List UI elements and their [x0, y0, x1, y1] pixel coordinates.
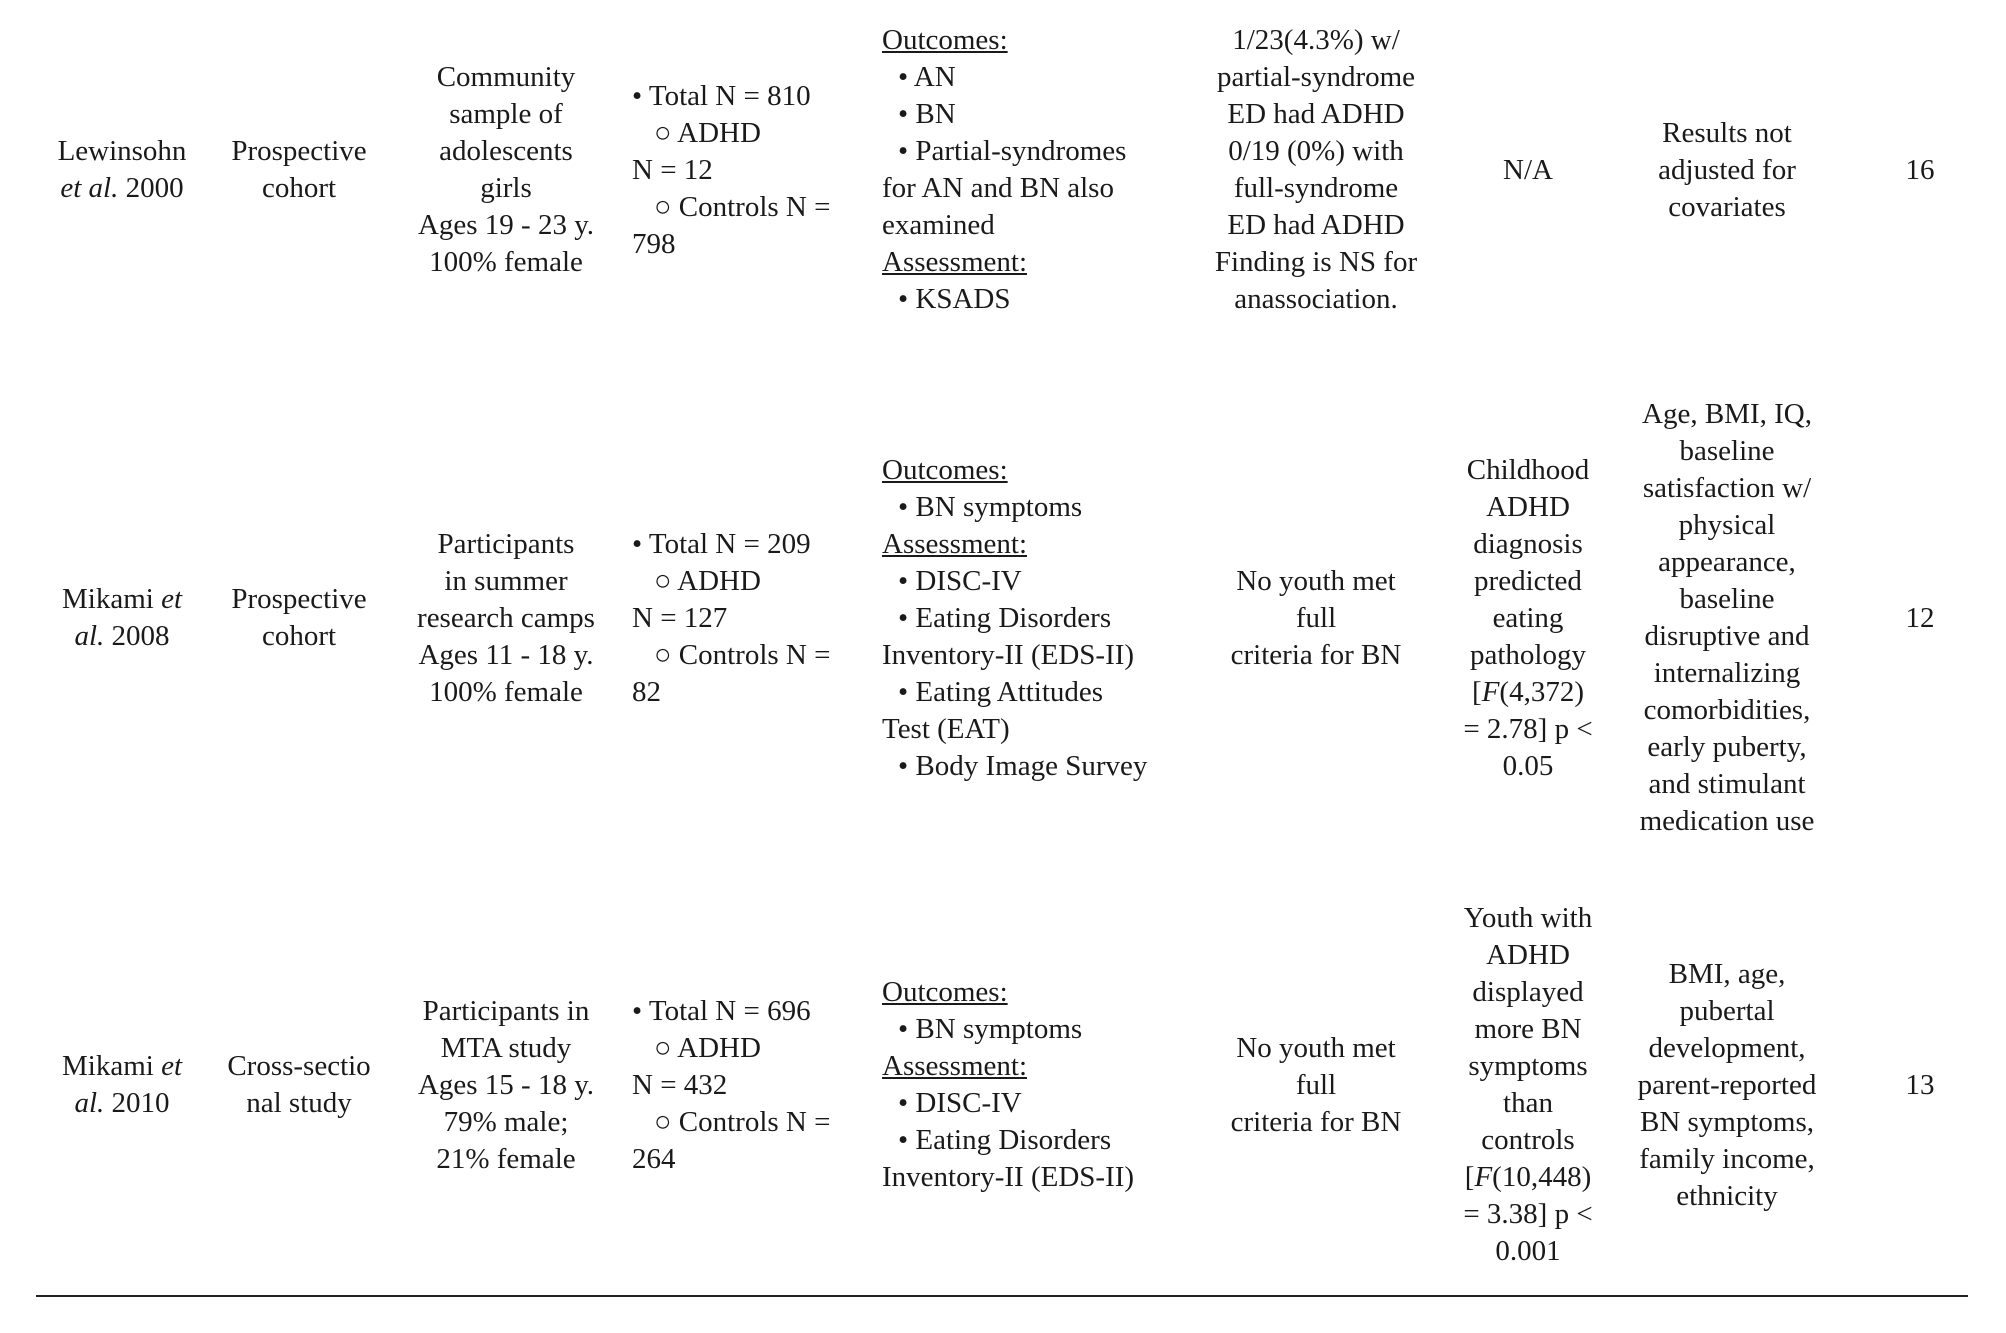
covariates-line: family income,	[1639, 1142, 1815, 1175]
estimate-line: ADHD	[1486, 939, 1570, 971]
n-cell	[632, 20, 872, 320]
quality-score: 12	[1905, 601, 1935, 634]
study-year: 2008	[111, 620, 170, 652]
table-row	[0, 20, 2006, 320]
outcome-item: • AN	[898, 61, 956, 93]
sample-line: 100% female	[429, 246, 583, 278]
study-cell	[36, 20, 208, 320]
covariates-line: pubertal	[1679, 994, 1775, 1027]
outcome-item-cont: examined	[882, 209, 995, 241]
findings-cell	[1188, 20, 1444, 320]
sample-line: Ages 11 - 18 y.	[418, 638, 594, 671]
findings-line: ED had ADHD	[1227, 98, 1405, 130]
estimate-line: Childhood	[1466, 453, 1590, 486]
covariates-line: comorbidities,	[1643, 694, 1811, 726]
study-cell	[36, 895, 208, 1275]
sample-line: Participants	[437, 527, 575, 560]
estimate-line: predicted	[1474, 564, 1582, 597]
assessment-item: • Body Image Survey	[898, 749, 1148, 782]
covariates-cell	[1612, 895, 1842, 1275]
table-row	[0, 895, 2006, 1275]
table-bottom-rule	[36, 1295, 1968, 1297]
assessment-item: • Eating Disorders	[898, 601, 1112, 634]
quality-score-cell	[1860, 895, 1980, 1275]
outcome-item-cont: for AN and BN also	[882, 172, 1114, 204]
sample-line: Ages 19 - 23 y.	[417, 209, 595, 241]
findings-line: No youth met	[1236, 1031, 1396, 1064]
findings-line: full-syndrome	[1233, 172, 1399, 204]
covariates-line: satisfaction w/	[1642, 472, 1812, 504]
n-total: • Total N = 209	[632, 527, 811, 560]
findings-line: 0/19 (0%) with	[1228, 135, 1404, 167]
stat-bracket: [	[1472, 675, 1482, 708]
assessment-item: • DISC-IV	[898, 1087, 1022, 1119]
covariates-line: baseline	[1679, 583, 1775, 615]
study-author: Lewinsohn	[57, 135, 187, 167]
n-controls: 264	[632, 1142, 676, 1175]
findings-line: full	[1295, 601, 1337, 634]
n-adhd: N = 127	[632, 601, 728, 634]
estimate-line: displayed	[1472, 976, 1584, 1008]
findings-line: full	[1295, 1068, 1337, 1101]
sample-line: in summer	[444, 564, 568, 597]
n-cell	[632, 895, 872, 1275]
covariates-line: appearance,	[1658, 546, 1796, 578]
design-line: cohort	[261, 620, 337, 652]
estimate-cell	[1438, 895, 1618, 1275]
covariates-line: Results not	[1662, 116, 1792, 149]
covariates-line: medication use	[1639, 805, 1815, 837]
assessment-item-cont: Inventory-II (EDS-II)	[882, 1161, 1135, 1193]
stat-f: F	[1481, 675, 1500, 708]
outcomes-label: Outcomes:	[882, 453, 1008, 486]
n-controls-label: ○ Controls N =	[654, 638, 831, 671]
estimate-line: than	[1503, 1087, 1553, 1119]
outcomes-label: Outcomes:	[882, 976, 1008, 1008]
estimate-line: controls	[1481, 1124, 1575, 1156]
covariates-line: BN symptoms,	[1639, 1105, 1815, 1138]
covariates-line: adjusted for	[1658, 153, 1796, 186]
outcome-item: • BN	[898, 98, 956, 130]
study-etal: al.	[74, 1087, 105, 1119]
estimate-line: more BN	[1474, 1013, 1582, 1045]
n-controls: 798	[632, 227, 676, 260]
sample-cell	[392, 393, 620, 843]
design-line: Prospective	[231, 583, 367, 615]
findings-line: criteria for BN	[1230, 638, 1402, 671]
covariates-line: and stimulant	[1648, 768, 1806, 800]
outcomes-cell	[882, 393, 1202, 843]
study-etal: et	[161, 1050, 183, 1082]
design-cell	[214, 393, 384, 843]
n-adhd-label: ○ ADHD	[654, 1031, 761, 1064]
design-line: cohort	[261, 172, 337, 204]
assessment-label: Assessment:	[882, 527, 1027, 560]
outcomes-label: Outcomes:	[882, 24, 1008, 56]
assessment-label: Assessment:	[882, 1050, 1027, 1082]
estimate-stat	[1472, 674, 1584, 711]
n-adhd-label: ○ ADHD	[654, 564, 761, 597]
estimate-line: 0.05	[1502, 749, 1554, 782]
assessment-item: • DISC-IV	[898, 564, 1022, 597]
estimate-stat	[1465, 1159, 1591, 1196]
stat-df: (4,372)	[1499, 675, 1584, 708]
stat-df: (10,448)	[1492, 1161, 1592, 1193]
n-adhd-label: ○ ADHD	[654, 116, 761, 149]
findings-line: anassociation.	[1234, 283, 1398, 315]
quality-score: 13	[1905, 1068, 1935, 1101]
estimate-line: 0.001	[1495, 1235, 1561, 1267]
estimate-line: = 2.78] p <	[1463, 712, 1593, 745]
covariates-cell	[1612, 393, 1842, 843]
findings-line: Finding is NS for	[1214, 246, 1418, 278]
covariates-line: physical	[1678, 509, 1776, 541]
n-total: • Total N = 696	[632, 994, 811, 1027]
study-year: 2000	[125, 172, 184, 204]
estimate-cell	[1438, 20, 1618, 320]
sample-line: research camps	[417, 601, 595, 634]
covariates-line: baseline	[1679, 435, 1775, 467]
study-author: Mikami	[61, 1050, 154, 1082]
covariates-line: internalizing	[1653, 657, 1801, 689]
n-adhd: N = 12	[632, 153, 713, 186]
findings-line: 1/23(4.3%) w/	[1232, 24, 1400, 56]
findings-line: ED had ADHD	[1227, 209, 1405, 241]
sample-line: 100% female	[429, 675, 583, 708]
study-etal: et	[161, 583, 183, 615]
assessment-item: • Eating Disorders	[898, 1124, 1112, 1156]
assessment-item: • KSADS	[898, 283, 1011, 315]
covariates-line: covariates	[1668, 190, 1786, 223]
covariates-line: development,	[1648, 1031, 1806, 1064]
findings-line: partial-syndrome	[1216, 61, 1416, 93]
sample-line: 21% female	[436, 1142, 576, 1175]
quality-score-cell	[1860, 393, 1980, 843]
estimate-line: pathology	[1470, 638, 1586, 671]
n-controls: 82	[632, 675, 661, 708]
sample-line: girls	[480, 172, 532, 204]
study-etal: al.	[74, 620, 105, 652]
estimate-line: Youth with	[1463, 902, 1593, 934]
n-controls-label: ○ Controls N =	[654, 1105, 831, 1138]
covariates-line: ethnicity	[1676, 1179, 1778, 1212]
outcome-item: • Partial-syndromes	[898, 135, 1127, 167]
sample-line: 79% male;	[443, 1105, 569, 1138]
outcome-item: • BN symptoms	[898, 1013, 1083, 1045]
estimate-line: eating	[1492, 601, 1564, 634]
sample-line: Ages 15 - 18 y.	[417, 1068, 595, 1101]
study-cell	[36, 393, 208, 843]
stat-bracket: [	[1464, 1161, 1475, 1193]
covariates-line: BMI, age,	[1668, 957, 1786, 990]
sample-line: adolescents	[439, 135, 573, 167]
estimate-line: diagnosis	[1473, 527, 1583, 560]
stat-f: F	[1474, 1161, 1493, 1193]
assessment-item-cont: Inventory-II (EDS-II)	[882, 638, 1135, 671]
covariates-line: parent-reported	[1637, 1068, 1817, 1101]
estimate-cell	[1438, 393, 1618, 843]
covariates-line: disruptive and	[1644, 620, 1810, 652]
estimate-line: = 3.38] p <	[1463, 1198, 1593, 1230]
findings-line: No youth met	[1236, 564, 1396, 597]
n-cell	[632, 393, 872, 843]
sample-line: MTA study	[440, 1031, 572, 1064]
sample-line: sample of	[449, 98, 563, 130]
design-line: Prospective	[231, 135, 367, 167]
estimate-line: ADHD	[1486, 490, 1570, 523]
n-total: • Total N = 810	[632, 79, 811, 112]
table-row	[0, 393, 2006, 843]
estimate-line: N/A	[1503, 153, 1553, 186]
study-year: 2010	[111, 1087, 170, 1119]
quality-score: 16	[1905, 153, 1935, 186]
outcomes-cell	[882, 895, 1202, 1275]
n-adhd: N = 432	[632, 1068, 728, 1101]
sample-cell	[392, 895, 620, 1275]
assessment-label: Assessment:	[882, 246, 1027, 278]
estimate-line: symptoms	[1468, 1050, 1588, 1082]
outcome-item: • BN symptoms	[898, 490, 1083, 523]
design-line: nal study	[246, 1087, 352, 1119]
quality-score-cell	[1860, 20, 1980, 320]
design-cell	[214, 20, 384, 320]
findings-line: criteria for BN	[1230, 1105, 1402, 1138]
design-cell	[214, 895, 384, 1275]
assessment-item-cont: Test (EAT)	[882, 712, 1010, 745]
design-line: Cross-sectio	[227, 1050, 371, 1082]
findings-cell	[1188, 895, 1444, 1275]
n-controls-label: ○ Controls N =	[654, 190, 831, 223]
covariates-line: Age, BMI, IQ,	[1642, 398, 1812, 430]
outcomes-cell	[882, 20, 1202, 320]
study-author: Mikami	[61, 583, 154, 615]
sample-line: Participants in	[422, 994, 590, 1027]
study-etal: et al.	[60, 172, 119, 204]
findings-cell	[1188, 393, 1444, 843]
assessment-item: • Eating Attitudes	[898, 675, 1104, 708]
sample-line: Community	[436, 61, 576, 93]
covariates-cell	[1612, 20, 1842, 320]
covariates-line: early puberty,	[1647, 731, 1807, 763]
sample-cell	[392, 20, 620, 320]
